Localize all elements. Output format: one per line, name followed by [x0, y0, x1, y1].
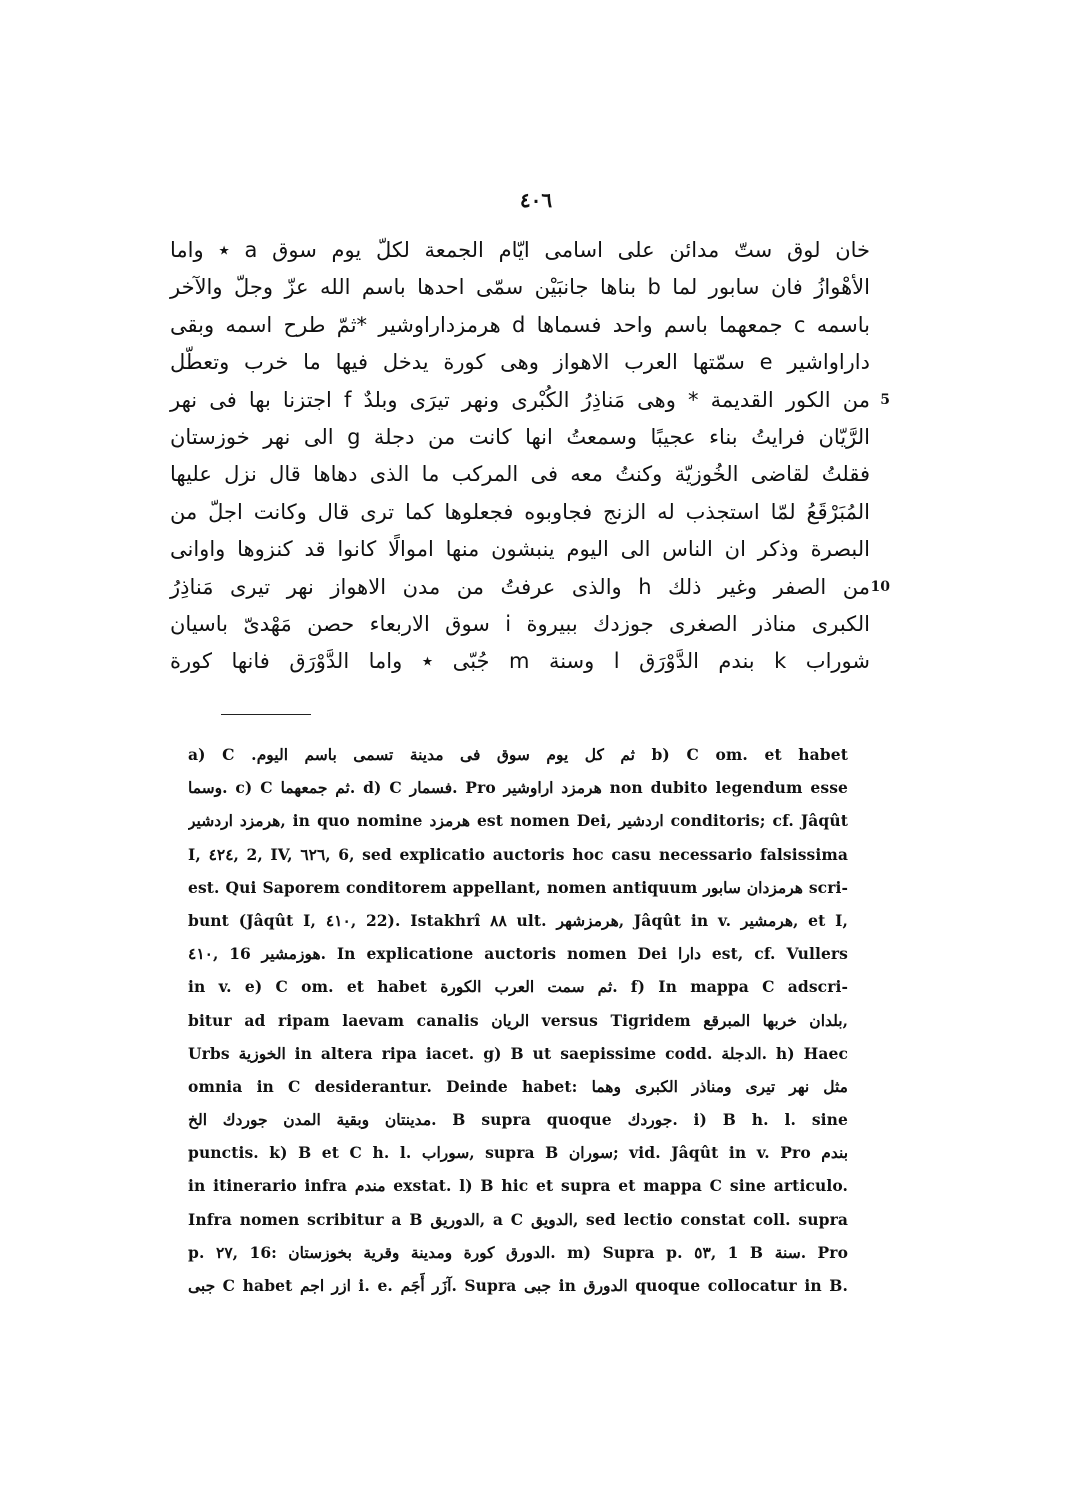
text-line: [170, 307, 870, 344]
footnote-line: Infra nomen scribitur a B الدوريق, a C الدويق, sed lectio constat coll. supra: [188, 1209, 848, 1229]
main-text-block: [170, 232, 890, 681]
footnote-line: omnia in C desiderantur. Deinde habet: مثل نهر تيرى ومناذر الكبرى وهما: [188, 1076, 848, 1096]
line-text: شوراب k بندم الدَّوْرَق l وسنة m جُبّى ٭ واما الدَّوْرَق فانها كورة: [170, 649, 870, 674]
text-line: [170, 606, 870, 643]
line-text: فقلتُ لقاضى الخُوزيّة وكنتُ معه فى المركب ما الذى دهاها قال نزل عليها: [170, 462, 870, 487]
footnote-line: مدينتان وبقية المدن جوردك الخ. B supra quoque جوردك. i) B h. l. sine: [188, 1110, 848, 1130]
text-line: [170, 344, 870, 381]
footnote-line: in itinerario infra مندم exstat. l) B hic et supra et mappa C sine articulo.: [188, 1176, 848, 1196]
text-line: [170, 531, 870, 568]
text-line: [170, 419, 870, 456]
footnote-separator-rule: [221, 714, 311, 715]
footnote-line: est. Qui Saporem conditorem appellant, nomen antiquum هرمزدان سابور scri-: [188, 877, 848, 897]
footnote-line: p. ٢٧, 16: الدورق كورة ومدينة وقرية بخوزستان. m) Supra p. ٥٣, 1 B سنة. Pro: [188, 1242, 848, 1262]
footnote-line: I, ٤٢٤, 2, IV, ٦٢٦, 6, sed explicatio auctoris hoc casu necessario falsissima: [188, 844, 848, 864]
line-text: من الكور القديمة * وهى مَناذِرُ الكُبْرى ونهر تيرَى وبلدٌ f اجتزنا بها فى نهر: [170, 387, 870, 412]
footnote-line: Urbs الخوزية in altera ripa iacet. g) B ut saepissime codd. الدجلة. h) Haec: [188, 1043, 848, 1063]
line-text: داراواشير e سمّتها العرب الاهواز وهى كورة يدخل فيها ما خرب وتعطّل: [170, 350, 870, 375]
text-line: [170, 494, 870, 531]
footnote-line: in v. e) C om. et habet ثم سمت العرب الكورة. f) In mappa C adscri-: [188, 977, 848, 997]
line-text: خان لوق ستّ مدائن على اسامى ايّام الجمعة لكلّ يوم سوق a ٭ واما: [170, 238, 870, 262]
line-text: الكبرى مناذر الصغرى جوزدك ببيروة i سوق الاربعاء حصن مَهْدىّ باسيان: [170, 611, 870, 636]
line-number: 10: [870, 578, 890, 595]
text-line: [170, 456, 870, 493]
footnote-line: punctis. k) B et C h. l. سوراب, supra B سوران; vid. Jâqût in v. Pro بندم: [188, 1143, 848, 1163]
text-line: [170, 269, 870, 306]
footnote-line: a) C .ثم كل يوم سوق فى مدينة تسمى باسم اليوم b) C om. et habet: [188, 745, 848, 764]
footnote-line: ٤١٠, 16 هوزمشير. In explicatione auctoris nomen Dei دارا est, cf. Vullers: [188, 944, 848, 964]
footnote-line: جبى C habet ازر اجم i. e. آزَر أَجَم. Supra جبى in الدورق quoque collocatur in B.: [188, 1276, 848, 1295]
text-line: [170, 643, 870, 680]
text-line: [170, 232, 870, 269]
footnote-line: وسما. c) C ثم جمعهما. d) C فسمار. Pro هرمزد اراوشير non dubito legendum esse: [188, 778, 848, 798]
footnote-line: هرمزد اردشير, in quo nomine هرمزد est nomen Dei, اردشير conditoris; cf. Jâqût: [188, 811, 848, 831]
line-number: 5: [880, 391, 890, 408]
line-text: من الصفر وغير ذلك h والذى عرفتُ من مدن الاهواز نهر تيرى مَناذِرُ: [170, 574, 870, 599]
line-text: باسمه c جمعهما باسم واحد فسماها d هرمزداراوشير *ثمّ طرح اسمه وبقى: [170, 312, 870, 337]
text-line: [170, 569, 890, 606]
footnote-line: bitur ad ripam laevam canalis الريان versus Tigridem بلدان خربها المبرقع,: [188, 1010, 848, 1030]
page-number: ٤٠٦: [519, 188, 553, 212]
line-text: الرَّيّان فرايتُ بناء عجيبًا وسمعتُ انها كانت من دجلة g الى نهر خوزستان: [170, 424, 870, 449]
footnote-line: bunt (Jâqût I, ٤١٠, 22). Istakhrî ٨٨ ult. هرمزشهر, Jâqût in v. هرمشير, et I,: [188, 910, 848, 930]
footnotes-block: [188, 738, 848, 1302]
line-text: الأهْوازُ فان سابور لما b بناها جانبَيْن سمّى احدها باسم الله عزّ وجلّ والآخر: [170, 275, 870, 300]
line-text: البصرة وذكر ان الناس الى اليوم ينبشون منها اموالًا كانوا قد كنزوها واوانى: [170, 537, 870, 562]
text-line: [170, 382, 890, 419]
line-text: المُبَرْقَعُ لمّا استجذب له الزنج فجاوبوه فجعلوها كما ترى قال وكانت اجلّ من: [170, 499, 870, 524]
